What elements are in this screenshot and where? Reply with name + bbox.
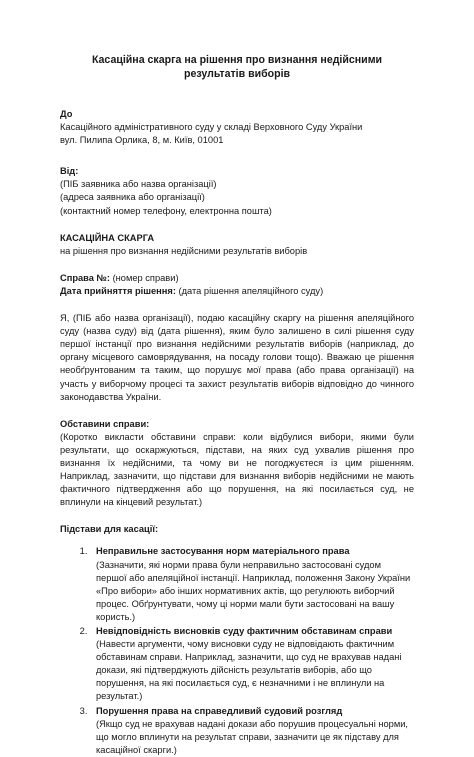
- addressee-court: Касаційного адміністративного суду у складі Верховного Суду України: [60, 122, 363, 133]
- intro-paragraph: Я, (ПІБ або назва організації), подаю касаційну скаргу на рішення апеляційного суду (назва суду) від (дата рішення), яким було залишено в силі рішення суду першої інстанції про визнання недійсними результатів виборів (наприклад, до органу місцевого самоврядування, на посаду голови тощо). Вважаю це рішення необґрунтованим та таким, що порушує мої права (або права організації) на участь у виборчому процесі та захист результатів виборів відповідно до чинного законодавства України.: [60, 313, 414, 402]
- case-number-value: (номер справи): [109, 272, 179, 283]
- addressee-address: вул. Пилипа Орлика, 8, м. Київ, 01001: [60, 135, 224, 146]
- complaint-heading-block: [60, 232, 414, 258]
- grounds-item: [90, 705, 414, 757]
- complaint-subtitle: на рішення про визнання недійсними результатів виборів: [60, 245, 308, 256]
- decision-date-label: Дата прийняття рішення:: [60, 285, 176, 296]
- sender-contacts: (контактний номер телефону, електронна пошта): [60, 205, 272, 216]
- decision-date-value: (дата рішення апеляційного суду): [175, 285, 324, 296]
- grounds-item-title: 1. Неправильне застосування норм матеріального права: [96, 546, 350, 557]
- addressee-block: [60, 108, 414, 147]
- sender-block: [60, 165, 414, 217]
- sender-address: (адреса заявника або організації): [60, 192, 205, 203]
- sender-name: (ПІБ заявника або назва організації): [60, 179, 217, 190]
- grounds-heading: Підстави для касації:: [60, 524, 159, 535]
- complaint-heading: КАСАЦІЙНА СКАРГА: [60, 232, 155, 243]
- grounds-block: [60, 523, 414, 757]
- grounds-list: [60, 545, 414, 757]
- grounds-item-title: 2. Невідповідність висновків суду фактичним обставинам справи: [96, 626, 393, 636]
- circumstances-text: (Коротко викласти обставини справи: коли відбулися вибори, якими були результати, що оскаржуються, підстави, на яких суд ухвалив рішення про визнання їх недійсними, та чому ви не погоджуєтеся із цим рішенням. Наприклад, зазначити, що підстави для визнання виборів недійсними не мають фактичного підтвердження або що порушення, на які посилається суд, не вплинули на кінцевий результат.): [60, 431, 414, 508]
- case-number-label: Справа №:: [60, 272, 110, 283]
- grounds-item-title: 3. Порушення права на справедливий судовий розгляд: [96, 705, 343, 716]
- grounds-item: [90, 545, 414, 624]
- grounds-item-text: (Зазначити, які норми права були неправильно застосовані судом першої або апеляційної інстанції. Наприклад, положення Закону України «Про вибори» або інших нормативних актів, що регулюють виборчий процес. Обґрунтувати, чому ці норми мали бути застосовані на вашу користь.): [96, 559, 411, 622]
- grounds-item-text: (Якщо суд не врахував надані докази або порушив процесуальні норми, що могло вплинути на результат справи, зазначити це як підставу для касаційної скарги.): [96, 718, 408, 755]
- addressee-label: До: [60, 109, 73, 119]
- sender-label: Від:: [60, 166, 79, 177]
- grounds-item-text: (Навести аргументи, чому висновки суду не відповідають фактичним обставинам справи. Наприклад, зазначити, що суд не врахував надані докази, які підтверджують дійсність результатів виборів, або що порушення, на які посилається суд, є незначними і не вплинули на результат.): [96, 639, 402, 702]
- grounds-item: [90, 625, 414, 704]
- document-title: Касаційна скарга на рішення про визнання недійсними результатів виборів: [91, 54, 383, 80]
- decision-date-line: [60, 285, 414, 298]
- case-number-line: [60, 272, 414, 285]
- circumstances-heading: Обставини справи:: [60, 418, 150, 429]
- circumstances-block: [60, 418, 414, 510]
- case-details-block: [60, 272, 414, 298]
